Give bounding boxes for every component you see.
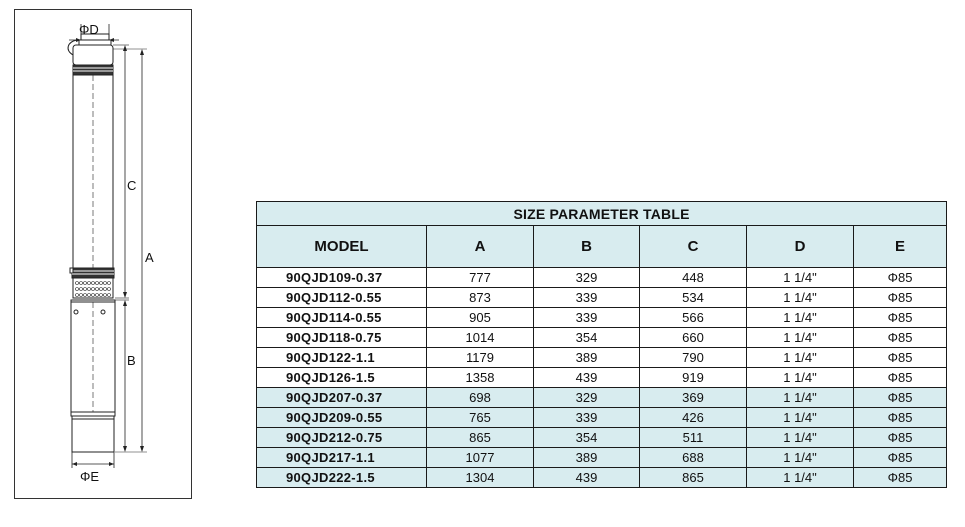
cell-a: 698	[427, 388, 534, 408]
cell-model: 90QJD217-1.1	[257, 448, 427, 468]
table-row	[257, 468, 947, 488]
cell-model: 90QJD122-1.1	[257, 348, 427, 368]
cell-d: 1 1/4"	[747, 428, 854, 448]
cell-model: 90QJD212-0.75	[257, 428, 427, 448]
cell-c: 534	[640, 288, 747, 308]
cell-d: 1 1/4"	[747, 348, 854, 368]
cell-a: 1304	[427, 468, 534, 488]
ring-band-bottom	[72, 268, 114, 278]
cell-b: 389	[534, 448, 640, 468]
motor-base	[72, 416, 114, 452]
table-row	[257, 328, 947, 348]
table-row	[257, 408, 947, 428]
table-row	[257, 268, 947, 288]
header-model: MODEL	[257, 226, 427, 268]
header-b: B	[534, 226, 640, 268]
cell-b: 439	[534, 468, 640, 488]
dimension-label-b: B	[127, 353, 136, 368]
table-row	[257, 308, 947, 328]
cell-c: 688	[640, 448, 747, 468]
cell-a: 765	[427, 408, 534, 428]
cell-model: 90QJD114-0.55	[257, 308, 427, 328]
cell-c: 511	[640, 428, 747, 448]
cell-e: Φ85	[854, 448, 947, 468]
cell-a: 777	[427, 268, 534, 288]
cell-e: Φ85	[854, 408, 947, 428]
pump-drawing	[15, 10, 193, 500]
table-row	[257, 388, 947, 408]
cell-c: 369	[640, 388, 747, 408]
cell-a: 865	[427, 428, 534, 448]
outlet-collar	[79, 40, 111, 45]
cell-model: 90QJD109-0.37	[257, 268, 427, 288]
size-parameter-table	[256, 201, 947, 488]
cell-model: 90QJD209-0.55	[257, 408, 427, 428]
pump-drawing-panel	[14, 9, 192, 499]
table-row	[257, 348, 947, 368]
cell-d: 1 1/4"	[747, 388, 854, 408]
table-title-row	[257, 202, 947, 226]
cell-c: 566	[640, 308, 747, 328]
cell-b: 329	[534, 268, 640, 288]
cell-e: Φ85	[854, 268, 947, 288]
dimension-label-c: C	[127, 178, 137, 193]
cell-b: 339	[534, 408, 640, 428]
table-row	[257, 368, 947, 388]
table-header-row	[257, 226, 947, 268]
cell-d: 1 1/4"	[747, 308, 854, 328]
cell-e: Φ85	[854, 368, 947, 388]
ring-band-top	[73, 65, 113, 75]
cell-a: 1014	[427, 328, 534, 348]
cell-b: 354	[534, 428, 640, 448]
intake-screen	[73, 278, 113, 298]
cell-e: Φ85	[854, 308, 947, 328]
cell-a: 1077	[427, 448, 534, 468]
cell-d: 1 1/4"	[747, 268, 854, 288]
cell-b: 339	[534, 288, 640, 308]
header-c: C	[640, 226, 747, 268]
table-row	[257, 288, 947, 308]
cell-d: 1 1/4"	[747, 328, 854, 348]
cell-c: 426	[640, 408, 747, 428]
table-row	[257, 448, 947, 468]
dimension-label-a: A	[145, 250, 154, 265]
cell-c: 865	[640, 468, 747, 488]
cell-d: 1 1/4"	[747, 288, 854, 308]
cell-b: 389	[534, 348, 640, 368]
cell-model: 90QJD207-0.37	[257, 388, 427, 408]
cell-a: 1179	[427, 348, 534, 368]
cell-model: 90QJD118-0.75	[257, 328, 427, 348]
cell-b: 329	[534, 388, 640, 408]
cell-c: 660	[640, 328, 747, 348]
cell-model: 90QJD112-0.55	[257, 288, 427, 308]
cell-e: Φ85	[854, 328, 947, 348]
table-title: SIZE PARAMETER TABLE	[257, 202, 947, 226]
cell-e: Φ85	[854, 468, 947, 488]
cell-e: Φ85	[854, 288, 947, 308]
cell-e: Φ85	[854, 428, 947, 448]
dimension-label-e: ΦE	[80, 469, 100, 484]
motor-base-ring	[71, 412, 115, 416]
cell-d: 1 1/4"	[747, 448, 854, 468]
dimension-label-d: ΦD	[79, 22, 99, 37]
cell-a: 873	[427, 288, 534, 308]
table-row	[257, 428, 947, 448]
cell-c: 919	[640, 368, 747, 388]
header-d: D	[747, 226, 854, 268]
header-a: A	[427, 226, 534, 268]
cell-a: 905	[427, 308, 534, 328]
cell-d: 1 1/4"	[747, 408, 854, 428]
cell-model: 90QJD222-1.5	[257, 468, 427, 488]
cell-model: 90QJD126-1.5	[257, 368, 427, 388]
cell-d: 1 1/4"	[747, 368, 854, 388]
cell-a: 1358	[427, 368, 534, 388]
cell-e: Φ85	[854, 348, 947, 368]
cell-e: Φ85	[854, 388, 947, 408]
cell-d: 1 1/4"	[747, 468, 854, 488]
header-e: E	[854, 226, 947, 268]
cell-c: 790	[640, 348, 747, 368]
cell-b: 339	[534, 308, 640, 328]
pump-head	[73, 45, 113, 65]
cell-b: 354	[534, 328, 640, 348]
cell-c: 448	[640, 268, 747, 288]
cell-b: 439	[534, 368, 640, 388]
